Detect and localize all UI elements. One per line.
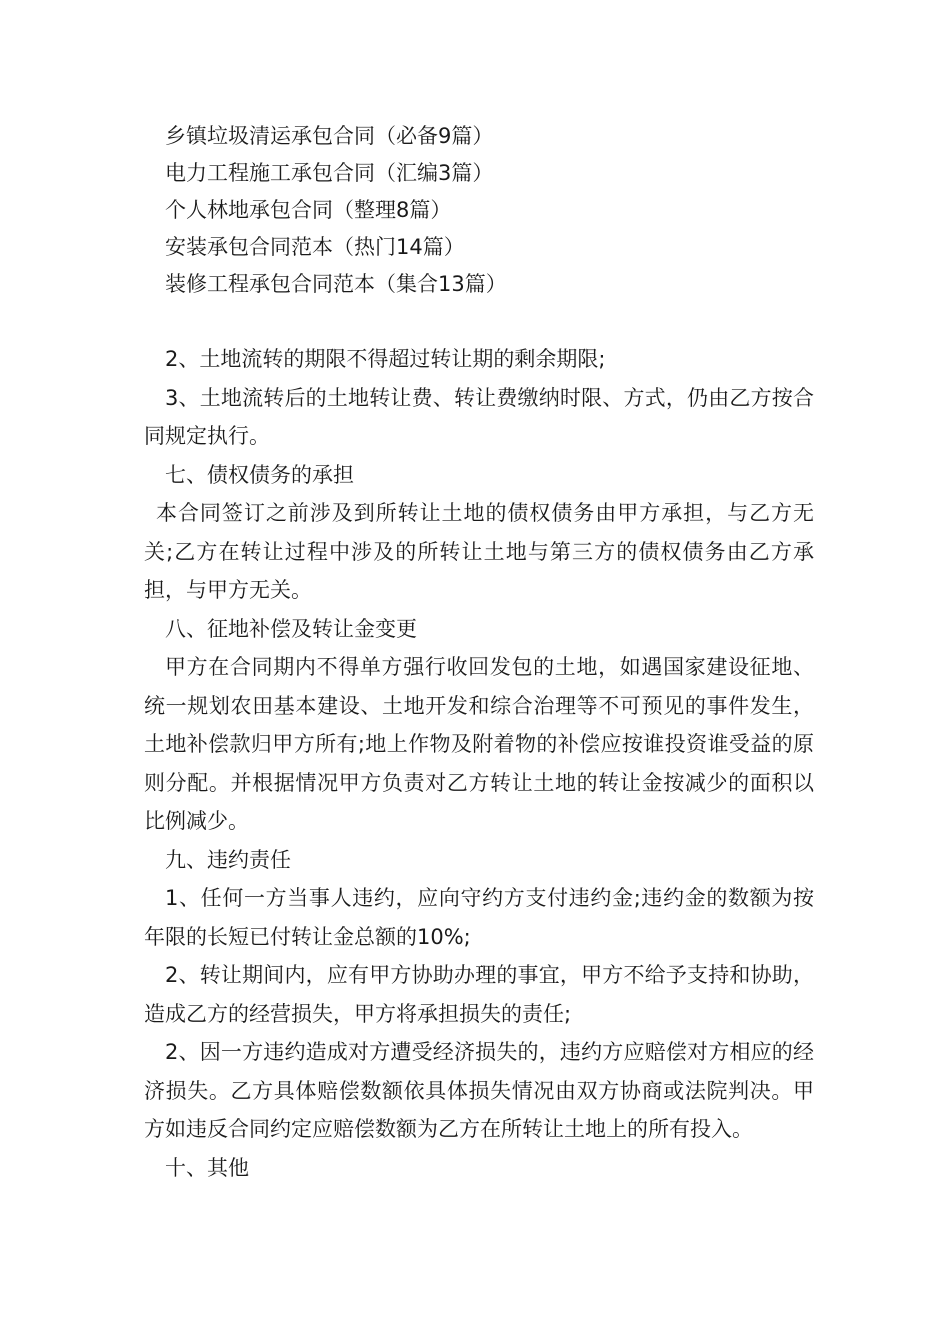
clause-compensation: 甲方在合同期内不得单方强行收回发包的土地，如遇国家建设征地、统一规划农田基本建设、土地开发和综合治理等不可预见的事件发生，土地补偿款归甲方所有;地上作物及附着物的补偿应按谁投资谁受益的原则分配。并根据情况甲方负责对乙方转让土地的转让金按减少的面积以比例减少。 (144, 655, 814, 833)
section-heading-compensation: 八、征地补偿及转让金变更 (165, 616, 417, 641)
related-link-power-contract[interactable]: 电力工程施工承包合同（汇编3篇） (165, 161, 494, 185)
contract-body (144, 340, 814, 1187)
related-contracts-list (165, 118, 825, 303)
section-heading-other: 十、其他 (165, 1155, 249, 1180)
related-link-garbage-contract[interactable]: 乡镇垃圾清运承包合同（必备9篇） (165, 124, 494, 148)
clause-transfer-fee: 3、土地流转后的土地转让费、转让费缴纳时限、方式，仍由乙方按合同规定执行。 (144, 385, 814, 448)
clause-breach-penalty: 1、任何一方当事人违约，应向守约方支付违约金;违约金的数额为按年限的长短已付转让金总额的10%; (144, 886, 814, 949)
clause-debts: 本合同签订之前涉及到所转让土地的债权债务由甲方承担，与乙方无关;乙方在转让过程中涉及的所转让土地与第三方的债权债务由乙方承担，与甲方无关。 (144, 501, 814, 602)
related-link-forest-contract[interactable]: 个人林地承包合同（整理8篇） (165, 198, 452, 222)
related-link-renovation-contract[interactable]: 装修工程承包合同范本（集合13篇） (165, 272, 507, 296)
section-heading-breach: 九、违约责任 (165, 847, 291, 872)
clause-breach-assistance: 2、转让期间内，应有甲方协助办理的事宜，甲方不给予支持和协助，造成乙方的经营损失，甲方将承担损失的责任; (144, 963, 814, 1026)
clause-transfer-term: 2、土地流转的期限不得超过转让期的剩余期限; (165, 347, 606, 371)
section-heading-debts: 七、债权债务的承担 (165, 462, 354, 487)
related-link-install-contract[interactable]: 安装承包合同范本（热门14篇） (165, 235, 465, 259)
clause-breach-damages: 2、因一方违约造成对方遭受经济损失的，违约方应赔偿对方相应的经济损失。乙方具体赔偿数额依具体损失情况由双方协商或法院判决。甲方如违反合同约定应赔偿数额为乙方在所转让土地上的所有投入。 (144, 1040, 814, 1141)
